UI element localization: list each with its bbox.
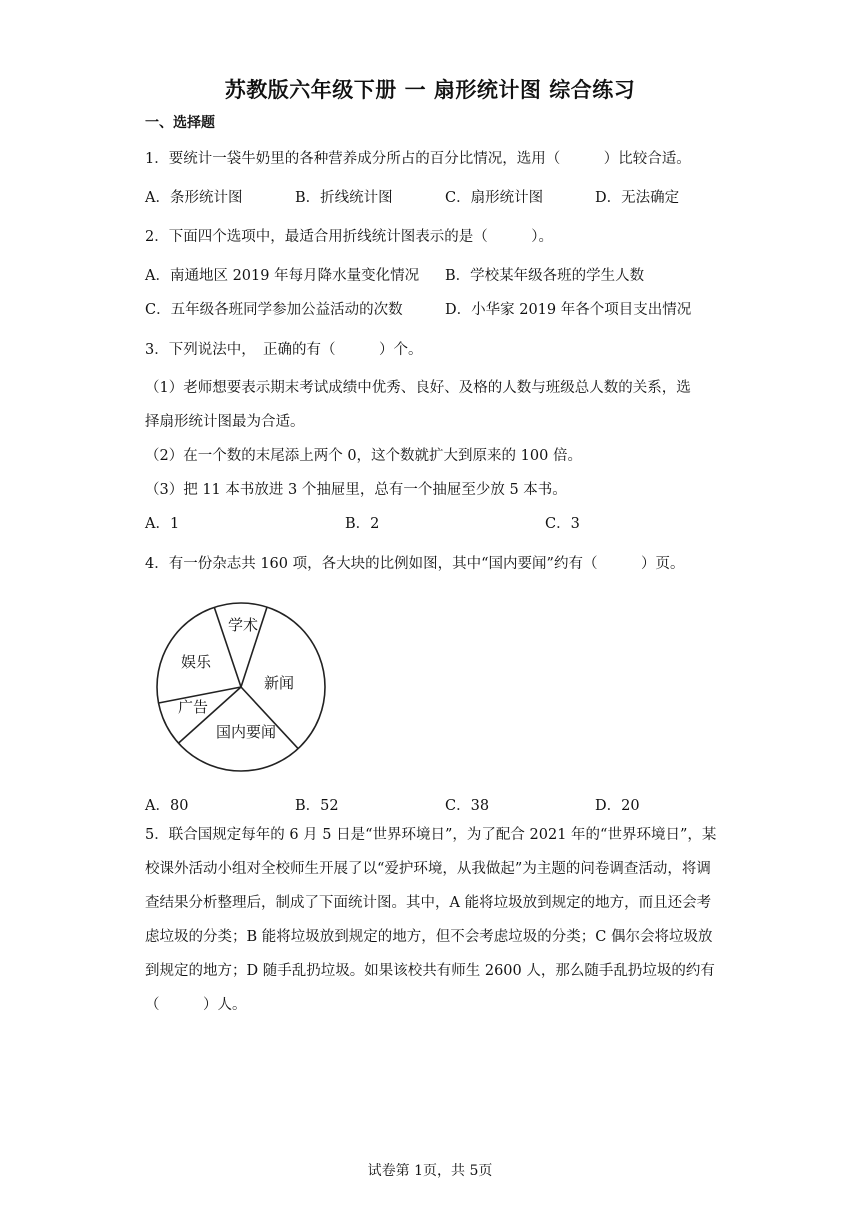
- q4-option-d: D．20: [595, 798, 640, 814]
- q2-option-a: A．南通地区 2019 年每月降水量变化情况: [145, 268, 420, 284]
- question-4-stem: 4．有一份杂志共 160 项，各大块的比例如图，其中“国内要闻”约有（ ）页。: [145, 556, 685, 572]
- pie-label-yule: 娱乐: [180, 653, 212, 671]
- q4-option-b: B．52: [295, 798, 339, 814]
- q3-option-a: A．1: [145, 516, 180, 532]
- q3-option-c: C．3: [545, 516, 580, 532]
- page-title: 苏教版六年级下册 一 扇形统计图 综合练习: [224, 78, 636, 102]
- pie-label-guonei-yaowen: 国内要闻: [215, 723, 277, 741]
- question-5-text: 5．联合国规定每年的 6 月 5 日是“世界环境日”，为了配合 2021 年的“世界环境日”，某校课外活动小组对全校师生开展了以“爱护环境，从我做起”为主题的问卷调查活动，将调查结果分析整理后，制成了下面统计图。其中，A 能将垃圾放到规定的地方，而且还会考虑垃圾的分类；B 能将垃圾放到规定的地方，但不会考虑垃圾的分类；C 偶尔会将垃圾放到规定的地方；D 随手乱扔垃圾。如果该校共有师生 2600 人，那么随手乱扔垃圾的约有（ ）人。: [145, 827, 717, 1013]
- q3-statement-3: （3）把 11 本书放进 3 个抽屉里，总有一个抽屉至少放 5 本书。: [145, 482, 567, 498]
- question-3-stem: 3．下列说法中， 正确的有（ ）个。: [145, 342, 423, 358]
- page-footer: 试卷第 1页，共 5页: [367, 1163, 493, 1179]
- q1-option-b: B．折线统计图: [295, 190, 393, 206]
- pie-label-xinwen: 新闻: [263, 674, 295, 692]
- q3-option-b: B．2: [345, 516, 380, 532]
- q3-statement-1a: （1）老师想要表示期末考试成绩中优秀、良好、及格的人数与班级总人数的关系，选: [145, 380, 691, 396]
- question-2-stem: 2．下面四个选项中，最适合用折线统计图表示的是（ ）。: [145, 229, 553, 245]
- q1-option-d: D．无法确定: [595, 190, 680, 206]
- q2-option-b: B．学校某年级各班的学生人数: [445, 268, 645, 284]
- pie-label-xueshu: 学术: [227, 616, 259, 634]
- q2-option-d: D．小华家 2019 年各个项目支出情况: [445, 302, 692, 318]
- q3-statement-1b: 择扇形统计图最为合适。: [145, 414, 305, 430]
- q2-option-c: C．五年级各班同学参加公益活动的次数: [145, 302, 403, 318]
- section-heading: 一、选择题: [145, 115, 215, 131]
- pie-chart-figure: [150, 598, 332, 776]
- q4-option-c: C．38: [445, 798, 490, 814]
- q3-statement-2: （2）在一个数的末尾添上两个 0，这个数就扩大到原来的 100 倍。: [145, 448, 582, 464]
- question-1-stem: 1．要统计一袋牛奶里的各种营养成分所占的百分比情况，选用（ ）比较合适。: [145, 151, 691, 167]
- q4-option-a: A．80: [145, 798, 189, 814]
- pie-label-guanggao: 广告: [177, 698, 209, 716]
- q1-option-c: C．扇形统计图: [445, 190, 544, 206]
- q1-option-a: A．条形统计图: [145, 190, 243, 206]
